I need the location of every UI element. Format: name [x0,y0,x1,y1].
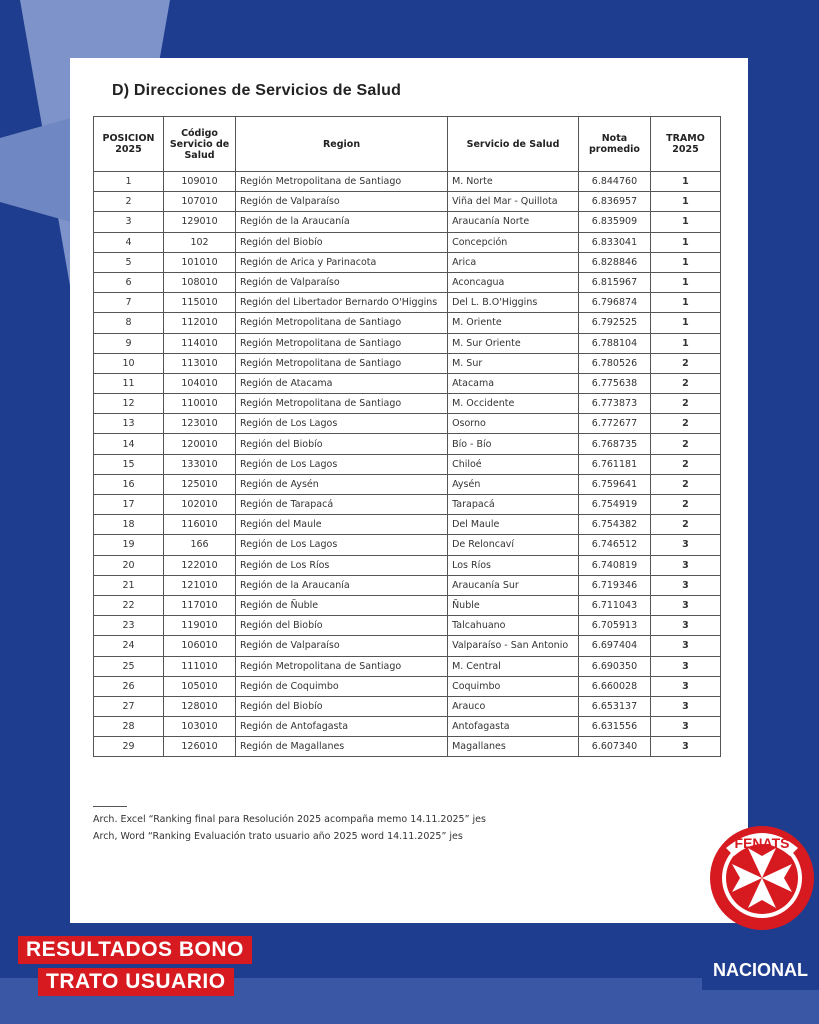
cell-servicio: Araucanía Sur [448,575,579,595]
cell-posicion: 16 [94,474,164,494]
cell-codigo: 106010 [164,636,236,656]
cell-region: Región de Valparaíso [236,272,448,292]
cell-tramo: 2 [650,353,720,373]
cell-nota: 6.705913 [578,616,650,636]
cell-codigo: 117010 [164,595,236,615]
cell-posicion: 17 [94,495,164,515]
cell-nota: 6.796874 [578,293,650,313]
table-row [94,474,721,494]
table-row [94,575,721,595]
cell-tramo: 3 [650,555,720,575]
table-header-row [94,117,721,172]
cell-nota: 6.815967 [578,272,650,292]
cell-nota: 6.653137 [578,696,650,716]
cell-codigo: 112010 [164,313,236,333]
table-row [94,656,721,676]
table-row [94,394,721,414]
cell-codigo: 123010 [164,414,236,434]
cell-codigo: 105010 [164,676,236,696]
cell-tramo: 3 [650,737,720,757]
cell-codigo: 166 [164,535,236,555]
header-nota: Nota promedio [578,117,650,172]
table-row [94,252,721,272]
table-row [94,495,721,515]
cell-nota: 6.746512 [578,535,650,555]
cell-tramo: 3 [650,717,720,737]
cell-posicion: 3 [94,212,164,232]
cell-region: Región de Los Lagos [236,414,448,434]
cell-posicion: 23 [94,616,164,636]
table-row [94,696,721,716]
cell-nota: 6.835909 [578,212,650,232]
cell-region: Región del Biobío [236,434,448,454]
table-row [94,313,721,333]
cell-posicion: 21 [94,575,164,595]
cell-servicio: Talcahuano [448,616,579,636]
cell-nota: 6.788104 [578,333,650,353]
cell-servicio: Del L. B.O'Higgins [448,293,579,313]
cell-posicion: 19 [94,535,164,555]
cell-servicio: De Reloncaví [448,535,579,555]
cell-posicion: 6 [94,272,164,292]
cell-tramo: 2 [650,373,720,393]
cell-region: Región de la Araucanía [236,212,448,232]
cell-servicio: Magallanes [448,737,579,757]
cell-region: Región de Arica y Parinacota [236,252,448,272]
cell-servicio: M. Central [448,656,579,676]
cell-tramo: 2 [650,495,720,515]
cell-tramo: 3 [650,595,720,615]
cell-nota: 6.711043 [578,595,650,615]
table-row [94,434,721,454]
cell-tramo: 3 [650,636,720,656]
logo-bottom-text: NACIONAL [702,950,819,990]
table-row [94,737,721,757]
cell-servicio: Arica [448,252,579,272]
cell-nota: 6.697404 [578,636,650,656]
footnote-2: Arch, Word “Ranking Evaluación trato usuario año 2025 word 14.11.2025” jes [93,831,463,842]
banner-line-2: TRATO USUARIO [38,968,234,996]
cell-posicion: 2 [94,192,164,212]
cell-servicio: Ñuble [448,595,579,615]
cell-region: Región del Libertador Bernardo O'Higgins [236,293,448,313]
cell-region: Región de Magallanes [236,737,448,757]
header-codigo: Código Servicio de Salud [164,117,236,172]
cell-region: Región Metropolitana de Santiago [236,656,448,676]
cell-region: Región de Antofagasta [236,717,448,737]
cell-posicion: 15 [94,454,164,474]
cell-tramo: 1 [650,313,720,333]
cell-servicio: Valparaíso - San Antonio [448,636,579,656]
cell-region: Región de Los Lagos [236,454,448,474]
table-row [94,454,721,474]
cell-region: Región Metropolitana de Santiago [236,313,448,333]
ranking-table [93,116,721,757]
cell-posicion: 25 [94,656,164,676]
cell-posicion: 11 [94,373,164,393]
header-region: Region [236,117,448,172]
cell-nota: 6.719346 [578,575,650,595]
cell-codigo: 101010 [164,252,236,272]
cell-posicion: 24 [94,636,164,656]
cell-region: Región de Ñuble [236,595,448,615]
cell-nota: 6.792525 [578,313,650,333]
footnote-1: Arch. Excel “Ranking final para Resolución 2025 acompaña memo 14.11.2025” jes [93,814,486,825]
section-title: D) Direcciones de Servicios de Salud [112,82,402,99]
cell-codigo: 122010 [164,555,236,575]
table-row [94,555,721,575]
fenats-logo [706,818,818,930]
cell-servicio: Bío - Bío [448,434,579,454]
cell-nota: 6.754382 [578,515,650,535]
cell-region: Región de Los Ríos [236,555,448,575]
cell-posicion: 7 [94,293,164,313]
cell-nota: 6.761181 [578,454,650,474]
cell-nota: 6.631556 [578,717,650,737]
cell-servicio: M. Sur [448,353,579,373]
cell-posicion: 12 [94,394,164,414]
cell-region: Región de Atacama [236,373,448,393]
cell-tramo: 2 [650,454,720,474]
table-row [94,293,721,313]
cell-servicio: M. Sur Oriente [448,333,579,353]
table-row [94,192,721,212]
cell-codigo: 128010 [164,696,236,716]
cell-codigo: 103010 [164,717,236,737]
cell-posicion: 1 [94,172,164,192]
cell-nota: 6.836957 [578,192,650,212]
cell-servicio: Antofagasta [448,717,579,737]
cell-nota: 6.690350 [578,656,650,676]
cell-codigo: 120010 [164,434,236,454]
table-row [94,636,721,656]
cell-tramo: 2 [650,414,720,434]
cell-servicio: Araucanía Norte [448,212,579,232]
table-row [94,353,721,373]
cell-codigo: 102010 [164,495,236,515]
cell-posicion: 26 [94,676,164,696]
cell-codigo: 104010 [164,373,236,393]
table-row [94,717,721,737]
cell-tramo: 3 [650,656,720,676]
cell-posicion: 8 [94,313,164,333]
cell-codigo: 116010 [164,515,236,535]
cell-nota: 6.754919 [578,495,650,515]
cell-region: Región Metropolitana de Santiago [236,172,448,192]
cell-region: Región del Biobío [236,616,448,636]
cell-posicion: 9 [94,333,164,353]
cell-servicio: Coquimbo [448,676,579,696]
header-servicio: Servicio de Salud [448,117,579,172]
cell-region: Región de Aysén [236,474,448,494]
cell-codigo: 126010 [164,737,236,757]
cell-codigo: 115010 [164,293,236,313]
cell-posicion: 4 [94,232,164,252]
table-row [94,172,721,192]
table-row [94,212,721,232]
cell-tramo: 1 [650,272,720,292]
table-row [94,595,721,615]
cell-servicio: Aconcagua [448,272,579,292]
cell-codigo: 119010 [164,616,236,636]
table-row [94,535,721,555]
logo-top-text: FENATS [734,835,790,851]
cell-region: Región de la Araucanía [236,575,448,595]
cell-region: Región de Valparaíso [236,192,448,212]
cell-posicion: 20 [94,555,164,575]
cell-tramo: 1 [650,293,720,313]
footnote-rule [93,806,127,807]
cell-nota: 6.768735 [578,434,650,454]
cell-region: Región de Valparaíso [236,636,448,656]
cell-nota: 6.759641 [578,474,650,494]
cell-region: Región de Los Lagos [236,535,448,555]
cell-posicion: 18 [94,515,164,535]
cell-tramo: 1 [650,333,720,353]
cell-posicion: 13 [94,414,164,434]
cell-codigo: 129010 [164,212,236,232]
cell-nota: 6.660028 [578,676,650,696]
cell-servicio: Tarapacá [448,495,579,515]
cell-nota: 6.740819 [578,555,650,575]
cell-nota: 6.833041 [578,232,650,252]
cell-posicion: 28 [94,717,164,737]
table-row [94,333,721,353]
cell-servicio: Viña del Mar - Quillota [448,192,579,212]
cell-nota: 6.772677 [578,414,650,434]
cell-region: Región de Coquimbo [236,676,448,696]
cell-codigo: 121010 [164,575,236,595]
cell-posicion: 10 [94,353,164,373]
cell-codigo: 107010 [164,192,236,212]
cell-region: Región Metropolitana de Santiago [236,353,448,373]
cell-codigo: 108010 [164,272,236,292]
table-row [94,272,721,292]
cell-tramo: 3 [650,535,720,555]
cell-nota: 6.828846 [578,252,650,272]
cell-codigo: 110010 [164,394,236,414]
table-row [94,616,721,636]
cell-servicio: Chiloé [448,454,579,474]
cell-tramo: 3 [650,575,720,595]
cell-tramo: 3 [650,696,720,716]
table-row [94,414,721,434]
cell-servicio: Osorno [448,414,579,434]
cell-tramo: 1 [650,252,720,272]
cell-region: Región del Biobío [236,696,448,716]
table-row [94,232,721,252]
cell-servicio: M. Occidente [448,394,579,414]
cell-region: Región del Biobío [236,232,448,252]
cell-servicio: Aysén [448,474,579,494]
cell-servicio: Del Maule [448,515,579,535]
cell-region: Región Metropolitana de Santiago [236,394,448,414]
cell-servicio: Arauco [448,696,579,716]
banner-line-1: RESULTADOS BONO [18,936,252,964]
cell-tramo: 3 [650,676,720,696]
cell-codigo: 114010 [164,333,236,353]
cell-posicion: 29 [94,737,164,757]
cell-servicio: Los Ríos [448,555,579,575]
cell-nota: 6.775638 [578,373,650,393]
cell-nota: 6.607340 [578,737,650,757]
table-row [94,373,721,393]
cell-codigo: 133010 [164,454,236,474]
cell-codigo: 102 [164,232,236,252]
cell-tramo: 3 [650,616,720,636]
cell-posicion: 27 [94,696,164,716]
cell-nota: 6.773873 [578,394,650,414]
cell-codigo: 125010 [164,474,236,494]
cell-tramo: 2 [650,434,720,454]
cell-posicion: 22 [94,595,164,615]
cell-region: Región de Tarapacá [236,495,448,515]
cell-servicio: Atacama [448,373,579,393]
cell-posicion: 5 [94,252,164,272]
cell-nota: 6.780526 [578,353,650,373]
cell-codigo: 109010 [164,172,236,192]
cell-tramo: 1 [650,212,720,232]
table-row [94,515,721,535]
cell-region: Región Metropolitana de Santiago [236,333,448,353]
header-tramo: TRAMO 2025 [650,117,720,172]
cell-tramo: 1 [650,232,720,252]
cell-tramo: 2 [650,515,720,535]
cell-servicio: M. Oriente [448,313,579,333]
cell-servicio: M. Norte [448,172,579,192]
table-body [94,172,721,757]
cell-tramo: 2 [650,474,720,494]
cell-tramo: 1 [650,172,720,192]
header-posicion: POSICION 2025 [94,117,164,172]
cell-tramo: 1 [650,192,720,212]
cell-region: Región del Maule [236,515,448,535]
cell-nota: 6.844760 [578,172,650,192]
cell-servicio: Concepción [448,232,579,252]
table-row [94,676,721,696]
cell-codigo: 111010 [164,656,236,676]
cell-tramo: 2 [650,394,720,414]
cell-posicion: 14 [94,434,164,454]
cell-codigo: 113010 [164,353,236,373]
